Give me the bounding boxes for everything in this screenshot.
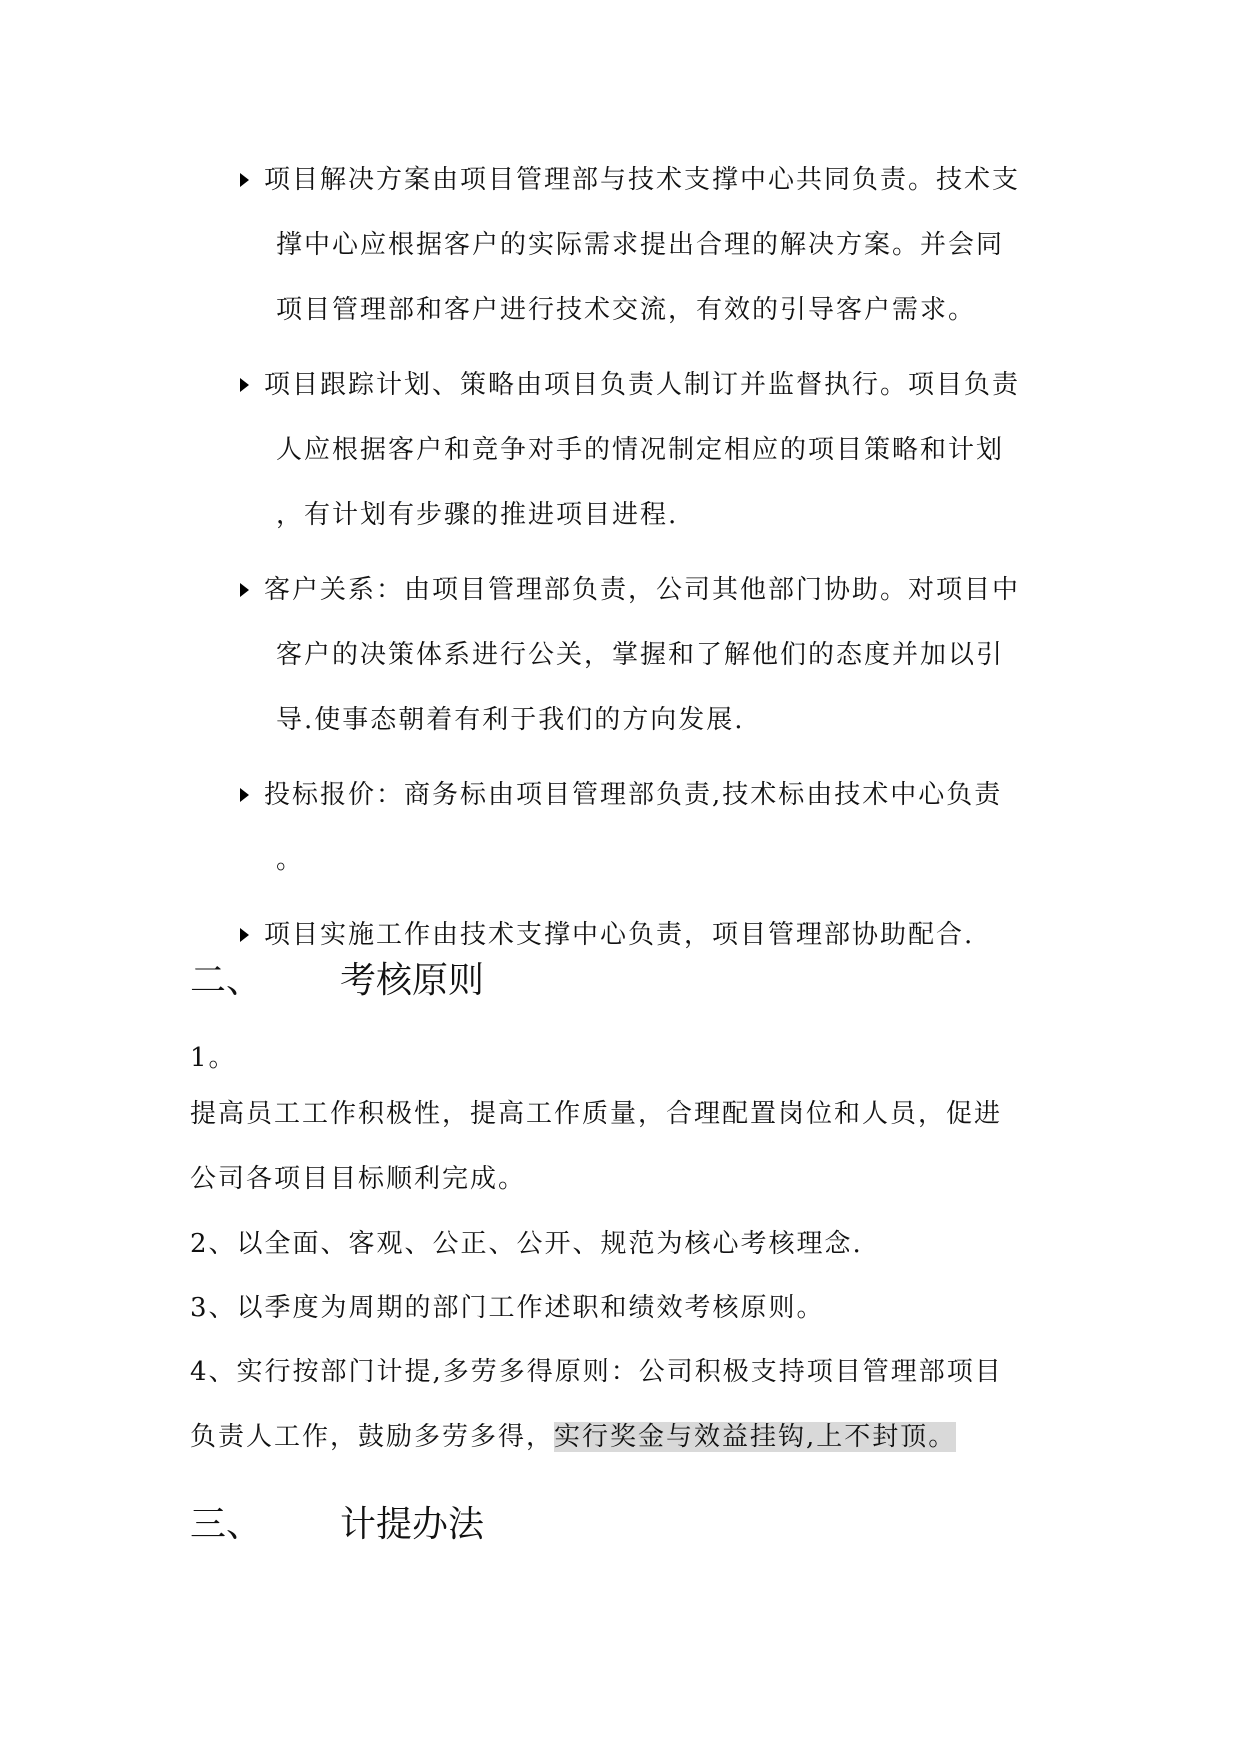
principle-3-text: 3、以季度为周期的部门工作述职和绩效考核原则。 — [190, 1293, 825, 1323]
section-title: 计提办法 — [340, 1504, 485, 1545]
responsibility-list — [240, 148, 1060, 978]
list-item-line: 客户的决策体系进行公关，掌握和了解他们的态度并加以引 — [276, 640, 1005, 670]
list-item-line: 撑中心应根据客户的实际需求提出合理的解决方案。并会同 — [276, 230, 1005, 260]
list-item-text — [264, 148, 1060, 343]
paragraph-line: 提高员工工作积极性，提高工作质量，合理配置岗位和人员，促进 — [190, 1099, 1003, 1129]
list-item — [240, 763, 1060, 893]
triangle-bullet-icon — [240, 788, 249, 802]
triangle-bullet-icon — [240, 378, 249, 392]
list-item-line: 项目解决方案由项目管理部与技术支撑中心共同负责。技术支 — [264, 165, 1021, 195]
section-heading-calculation — [190, 1500, 484, 1550]
section-heading-assessment — [190, 956, 484, 1006]
principle-2-text: 2、以全面、客观、公正、公开、规范为核心考核理念. — [190, 1229, 863, 1259]
list-item-line: 。 — [276, 845, 305, 875]
list-item-line: ，有计划有步骤的推进项目进程. — [276, 500, 679, 530]
triangle-bullet-icon — [240, 583, 249, 597]
list-item — [240, 558, 1060, 753]
list-item-text — [264, 558, 1060, 753]
section-title: 考核原则 — [340, 960, 485, 1001]
list-item-line: 投标报价：商务标由项目管理部负责,技术标由技术中心负责 — [264, 780, 1003, 810]
principle-1-text — [190, 1082, 1070, 1212]
list-item-text — [264, 353, 1060, 548]
principle-1-number: 1。 — [190, 1043, 237, 1073]
list-item — [240, 353, 1060, 548]
list-item-line: 项目管理部和客户进行技术交流，有效的引导客户需求。 — [276, 295, 977, 325]
list-item-line: 人应根据客户和竞争对手的情况制定相应的项目策略和计划 — [276, 435, 1005, 465]
list-item-line: 项目实施工作由技术支撑中心负责，项目管理部协助配合. — [264, 920, 975, 950]
principle-4-text — [190, 1340, 1070, 1470]
list-item-line: 导.使事态朝着有利于我们的方向发展. — [276, 705, 745, 735]
list-item-text — [264, 763, 1060, 893]
paragraph-line: 公司各项目目标顺利完成。 — [190, 1164, 527, 1194]
list-item — [240, 148, 1060, 343]
list-item-line: 项目跟踪计划、策略由项目负责人制订并监督执行。项目负责 — [264, 370, 1021, 400]
list-item-line: 客户关系：由项目管理部负责，公司其他部门协助。对项目中 — [264, 575, 1021, 605]
highlighted-text: 实行奖金与效益挂钩,上不封顶。 — [554, 1422, 957, 1452]
triangle-bullet-icon — [240, 173, 249, 187]
paragraph-line: 4、实行按部门计提,多劳多得原则：公司积极支持项目管理部项目 — [190, 1357, 1003, 1387]
section-number: 二、 — [190, 960, 263, 1001]
triangle-bullet-icon — [240, 928, 249, 942]
paragraph-line: 负责人工作，鼓励多劳多得， — [190, 1422, 555, 1452]
section-number: 三、 — [190, 1504, 263, 1545]
